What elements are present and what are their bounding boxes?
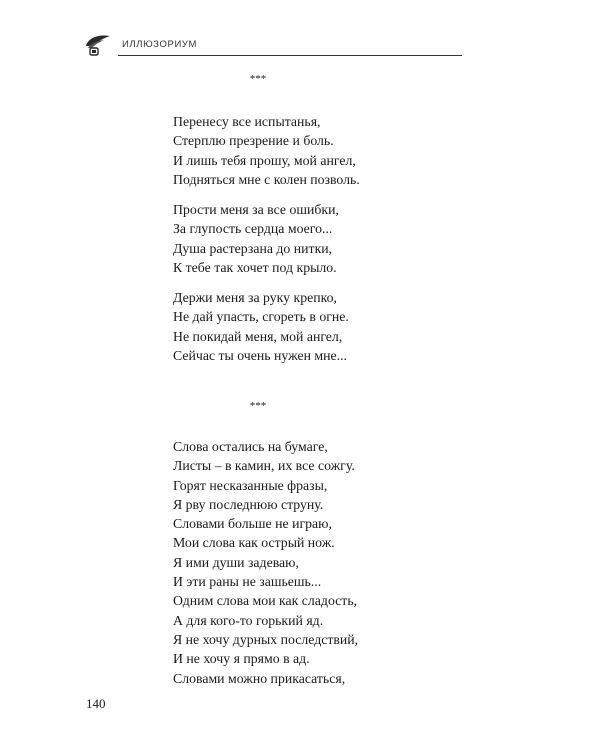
poem-line: Одним слова мои как сладость, <box>173 593 358 609</box>
poem-line: Я рву последнюю струну. <box>173 496 324 512</box>
running-header <box>84 30 462 60</box>
poem-line: За глупость сердца моего... <box>173 221 333 237</box>
poem-line: Мои слова как острый нож. <box>173 535 335 551</box>
poem-line: Сейчас ты очень нужен мне... <box>173 347 347 363</box>
page-number: 140 <box>86 696 106 711</box>
stanza-3 <box>173 288 349 365</box>
poem-line: Не покидай меня, мой ангел, <box>173 328 343 344</box>
stanza-2 <box>173 200 339 277</box>
poem-line: Перенесу все испытанья, <box>173 114 321 129</box>
poem-line: И лишь тебя прошу, мой ангел, <box>173 152 356 168</box>
poem-line: Держи меня за руку крепко, <box>173 290 337 305</box>
poem-line: А для кого-то горький яд. <box>173 612 324 628</box>
poem-line: Я ими души задеваю, <box>173 554 299 570</box>
poem-separator: *** <box>249 400 267 412</box>
poem-line: Прости меня за все ошибки, <box>173 202 339 217</box>
book-title: ИЛЛЮЗОРИУМ <box>122 39 198 50</box>
poem-line: Словами больше не играю, <box>173 516 332 532</box>
poem-line: Словами можно прикасаться, <box>173 670 346 686</box>
poem-2-body <box>173 437 358 688</box>
poem-line: Стерплю презрение и боль. <box>173 133 334 149</box>
poem-separator: *** <box>249 73 267 85</box>
poem-line: Подняться мне с колен позволь. <box>173 171 360 187</box>
poem-line: Не дай упасть, сгореть в огне. <box>173 309 349 325</box>
poem-line: И не хочу я прямо в ад. <box>173 651 310 667</box>
poem-line: Горят несказанные фразы, <box>173 477 328 493</box>
poem-line: Душа растерзана до нитки, <box>173 240 333 256</box>
poem-line: И эти раны не зашьешь... <box>173 574 322 590</box>
header-rule <box>118 55 462 56</box>
inkwell-quill-logo-icon <box>84 32 112 58</box>
poem-line: Листы – в камин, их все сожгу. <box>173 458 355 474</box>
poem-line: Я не хочу дурных последствий, <box>173 631 359 647</box>
poem-line: К тебе так хочет под крыло. <box>173 259 337 275</box>
poem-line: Слова остались на бумаге, <box>173 439 328 454</box>
stanza-1 <box>173 112 360 189</box>
